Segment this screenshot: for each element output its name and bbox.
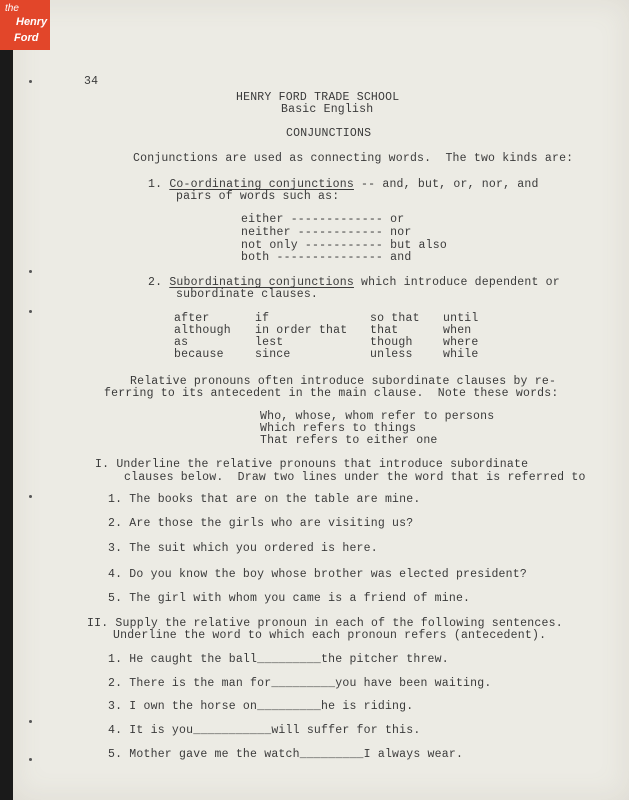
section1-line1: Underline the relative pronouns that introduce subordinate: [116, 458, 529, 471]
pair-item: both --------------- and: [241, 251, 412, 264]
sub-word: unless: [370, 348, 413, 361]
logo-text-ford: Ford: [14, 32, 39, 44]
section1-label: I.: [95, 458, 110, 471]
punch-mark: [29, 80, 32, 83]
punch-mark: [29, 310, 32, 313]
exercise-item: 5. The girl with whom you came is a friend of mine.: [108, 592, 471, 605]
section2-line2: Underline the word to which each pronoun refers (antecedent).: [113, 629, 547, 642]
sub-word: in order that: [255, 324, 348, 337]
kind1-term: Co-ordinating conjunctions: [169, 178, 354, 191]
relative-example: Which refers to things: [260, 422, 417, 435]
sub-word: where: [443, 336, 479, 349]
exercise-item: 4. Do you know the boy whose brother was elected president?: [108, 568, 527, 581]
relative-example: Who, whose, whom refer to persons: [260, 410, 495, 423]
topic-title: CONJUNCTIONS: [286, 127, 372, 140]
kind2-number: 2.: [148, 276, 163, 289]
sub-word: though: [370, 336, 413, 349]
sub-word: that: [370, 324, 399, 337]
sub-word: lest: [255, 336, 284, 349]
sub-word: since: [255, 348, 291, 361]
sub-word: although: [174, 324, 231, 337]
punch-mark: [29, 720, 32, 723]
school-title: HENRY FORD TRADE SCHOOL: [236, 91, 400, 104]
relative-example: That refers to either one: [260, 434, 438, 447]
section2-label: II.: [87, 617, 109, 630]
sub-word: as: [174, 336, 189, 349]
pair-item: either ------------- or: [241, 213, 405, 226]
section2-line1: Supply the relative pronoun in each of the following sentences.: [115, 617, 563, 630]
relative-line2: ferring to its antecedent in the main clause. Note these words:: [104, 387, 559, 400]
exercise-item: 3. The suit which you ordered is here.: [108, 542, 378, 555]
kind1-line2: pairs of words such as:: [176, 190, 340, 203]
kind2-line2: subordinate clauses.: [176, 288, 319, 301]
kind1-number: 1.: [148, 178, 163, 191]
punch-mark: [29, 758, 32, 761]
henry-ford-logo: [0, 0, 50, 50]
exercise-item: 4. It is you___________will suffer for this.: [108, 724, 421, 737]
document-page: [13, 0, 629, 800]
page-number: 34: [84, 75, 99, 88]
sub-word: when: [443, 324, 472, 337]
logo-text-henry: Henry: [16, 16, 48, 28]
exercise-item: 2. There is the man for_________you have been waiting.: [108, 677, 492, 690]
sub-word: so that: [370, 312, 420, 325]
sub-word: while: [443, 348, 479, 361]
kind1-rest: -- and, but, or, nor, and: [353, 178, 539, 191]
intro-text: Conjunctions are used as connecting words. The two kinds are:: [133, 152, 574, 165]
relative-line1: Relative pronouns often introduce subordinate clauses by re-: [130, 375, 557, 388]
kind2-term: Subordinating conjunctions: [169, 276, 354, 289]
exercise-item: 1. He caught the ball_________the pitcher threw.: [108, 653, 449, 666]
exercise-item: 1. The books that are on the table are mine.: [108, 493, 421, 506]
logo-text-the: the: [5, 3, 19, 14]
punch-mark: [29, 270, 32, 273]
pair-item: not only ----------- but also: [241, 239, 447, 252]
sub-word: until: [443, 312, 479, 325]
section1-line2: clauses below. Draw two lines under the word that is referred to: [124, 471, 586, 484]
sub-word: after: [174, 312, 210, 325]
section1-heading: [95, 459, 528, 471]
exercise-item: 2. Are those the girls who are visiting us?: [108, 517, 414, 530]
exercise-item: 3. I own the horse on_________he is riding.: [108, 700, 414, 713]
course-title: Basic English: [281, 103, 374, 116]
sub-word: if: [255, 312, 270, 325]
sub-word: because: [174, 348, 224, 361]
pair-item: neither ------------ nor: [241, 226, 412, 239]
kind2-rest: which introduce dependent or: [353, 276, 560, 289]
punch-mark: [29, 495, 32, 498]
exercise-item: 5. Mother gave me the watch_________I always wear.: [108, 748, 464, 761]
